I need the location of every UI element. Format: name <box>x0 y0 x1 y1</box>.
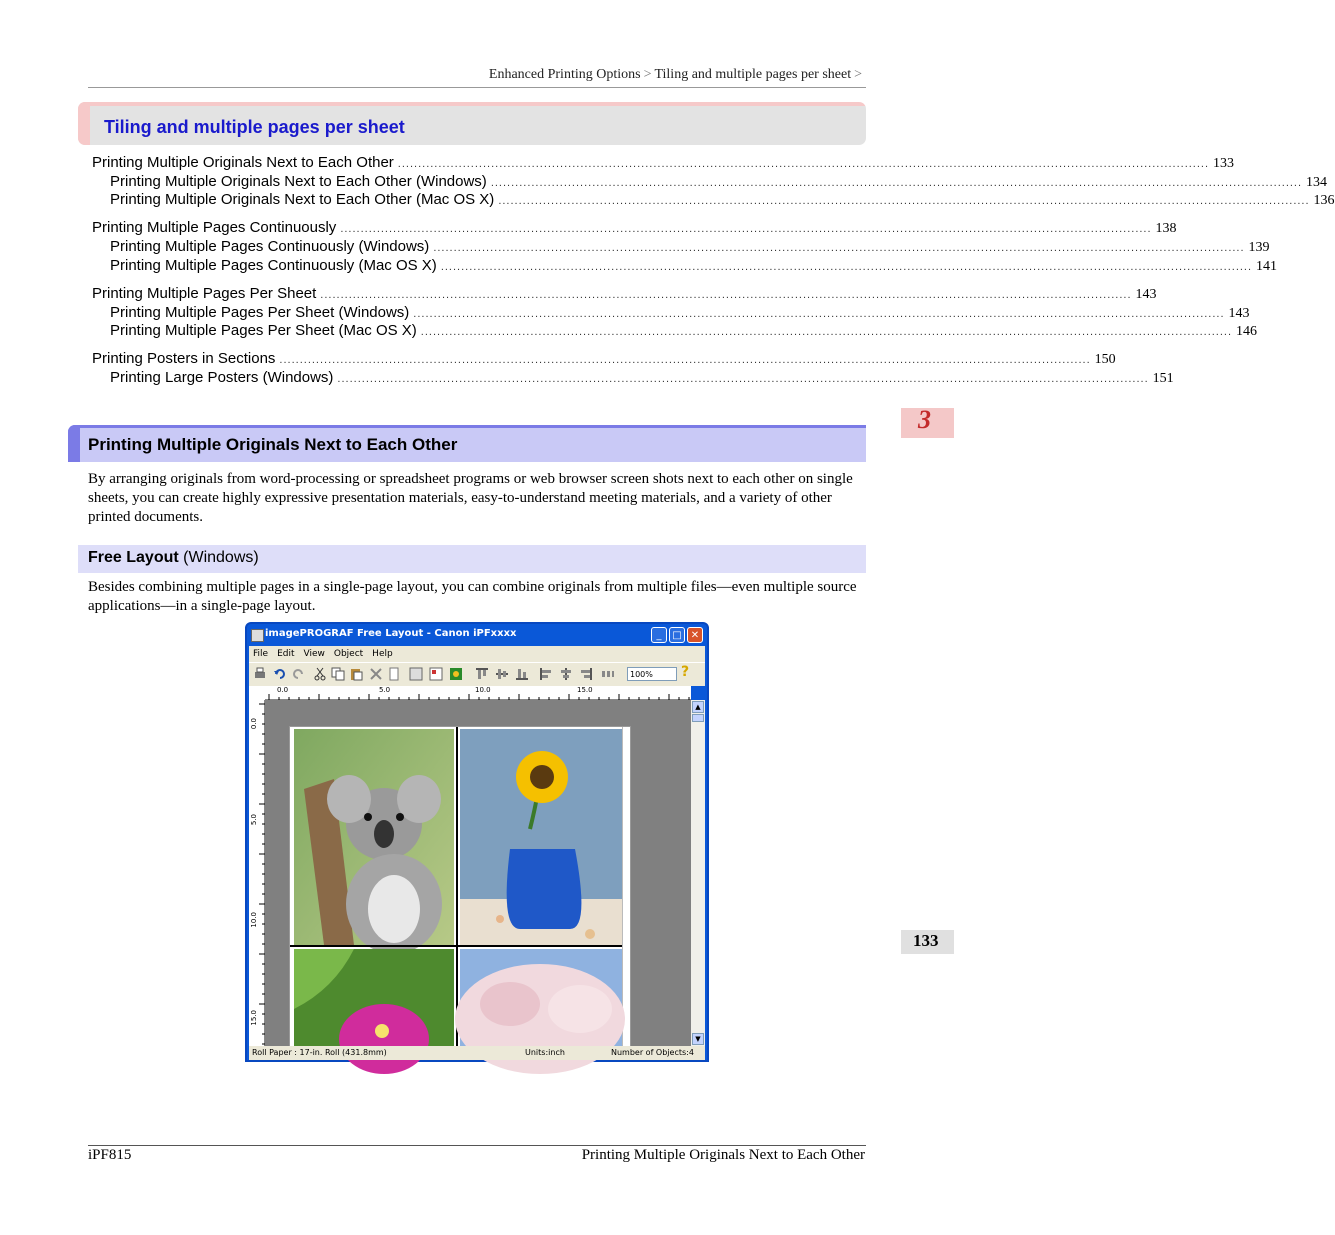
status-units: Units:inch <box>525 1048 565 1057</box>
toc-entry-page: 139 <box>1248 240 1270 255</box>
toc-title: Tiling and multiple pages per sheet <box>104 117 405 137</box>
status-bar <box>249 1046 705 1060</box>
intro-paragraph: By arranging originals from word-processing or spreadsheet programs or web browser screen shots next to each other on single sheets, you can create highly expressive presentation materials, easy-to-understand meeting materials, and a variety of other printed documents. <box>88 471 853 525</box>
toc-entry[interactable] <box>92 350 1116 369</box>
toc-entry-title: Printing Multiple Pages Continuously (Mac OS X) <box>110 257 437 274</box>
toc-entry-title: Printing Multiple Pages Per Sheet (Windows) <box>110 304 410 321</box>
toc-leader-dots: ........................................................................................................................................................................................................ <box>337 373 1149 385</box>
copy-icon[interactable] <box>331 667 345 681</box>
align-right-icon[interactable] <box>579 667 593 681</box>
toc-entry-title: Printing Multiple Originals Next to Each Other (Mac OS X) <box>110 191 495 208</box>
toc-entry-page: 143 <box>1135 287 1157 302</box>
menu-bar <box>249 646 705 662</box>
paste-icon[interactable] <box>349 667 363 681</box>
scroll-down-icon[interactable]: ▼ <box>692 1033 704 1045</box>
breadcrumb-separator: > <box>643 67 652 82</box>
toc-entry-page: 133 <box>1213 156 1235 171</box>
align-top-icon[interactable] <box>475 667 489 681</box>
footer-divider <box>88 1145 866 1146</box>
toc-leader-dots: ........................................................................................................................................................................................................ <box>340 223 1152 235</box>
toc-entry[interactable] <box>110 369 1174 388</box>
toc-entry[interactable] <box>110 191 1335 210</box>
toc-entry-page: 146 <box>1236 324 1258 339</box>
zoom-select[interactable]: 100% <box>627 667 677 681</box>
horizontal-ruler <box>265 686 691 700</box>
subsection-title-bold: Free Layout <box>88 549 179 566</box>
ruler-label: 0.0 <box>250 718 258 730</box>
paper-sheet <box>289 726 631 1058</box>
cut-icon[interactable] <box>313 667 327 681</box>
status-paper: Roll Paper : 17-in. Roll (431.8mm) <box>252 1048 387 1057</box>
align-left-icon[interactable] <box>539 667 553 681</box>
align-middle-icon[interactable] <box>495 667 509 681</box>
toc-entry-title: Printing Multiple Pages Per Sheet (Mac OS X) <box>110 322 417 339</box>
layout-icon[interactable] <box>429 667 443 681</box>
toc-entry-title: Printing Multiple Pages Per Sheet <box>92 285 317 302</box>
ruler-label: 5.0 <box>250 814 258 826</box>
toc-list <box>0 154 1335 394</box>
ruler-label: 10.0 <box>475 686 491 694</box>
toc-leader-dots: ........................................................................................................................................................................................................ <box>413 308 1225 320</box>
scroll-thumb[interactable] <box>692 714 704 722</box>
footer-section-title: Printing Multiple Originals Next to Each Other <box>581 1147 865 1163</box>
image-icon[interactable] <box>449 667 463 681</box>
vertical-scrollbar[interactable] <box>691 700 705 1046</box>
cherry-blossom-photo[interactable] <box>460 949 622 1059</box>
breadcrumb <box>489 67 865 83</box>
section-title: Printing Multiple Originals Next to Each Other <box>88 435 458 454</box>
status-object-count: Number of Objects:4 <box>611 1048 694 1057</box>
page-number: 133 <box>913 931 939 950</box>
toc-leader-dots: ........................................................................................................................................................................................................ <box>397 158 1210 170</box>
toc-entry[interactable] <box>92 219 1177 238</box>
toc-entry[interactable] <box>92 154 1235 173</box>
toc-leader-dots: ........................................................................................................................................................................................................ <box>279 354 1091 366</box>
help-icon[interactable]: ? <box>681 664 690 680</box>
free-layout-window-screenshot <box>245 622 709 1062</box>
breadcrumb-item[interactable]: Enhanced Printing Options <box>488 67 641 82</box>
ruler-corner <box>249 686 265 700</box>
menu-object[interactable]: Object <box>333 649 364 659</box>
toc-entry-title: Printing Multiple Originals Next to Each Other (Windows) <box>110 173 487 190</box>
page-icon[interactable] <box>387 667 401 681</box>
subsection-title-rest: (Windows) <box>178 549 259 566</box>
arrange-icon[interactable] <box>409 667 423 681</box>
toc-leader-dots: ........................................................................................................................................................................................................ <box>440 261 1253 273</box>
toc-entry-page: 134 <box>1306 175 1328 190</box>
layout-canvas[interactable] <box>265 700 691 1046</box>
toc-entry-page: 138 <box>1155 221 1177 236</box>
toc-entry[interactable] <box>110 257 1278 276</box>
breadcrumb-item[interactable]: Tiling and multiple pages per sheet <box>654 67 852 82</box>
toc-leader-dots: ........................................................................................................................................................................................................ <box>490 177 1303 189</box>
close-icon[interactable]: ✕ <box>687 627 703 643</box>
bougainvillea-photo[interactable] <box>294 949 454 1059</box>
toc-entry-page: 141 <box>1256 259 1278 274</box>
toc-leader-dots: ........................................................................................................................................................................................................ <box>498 195 1310 207</box>
menu-help[interactable]: Help <box>372 649 393 659</box>
koala-photo[interactable] <box>294 729 454 945</box>
menu-view[interactable]: View <box>303 649 325 659</box>
menu-file[interactable]: File <box>253 649 269 659</box>
toc-entry-title: Printing Large Posters (Windows) <box>110 369 334 386</box>
toc-entry[interactable] <box>92 285 1157 304</box>
toc-leader-dots: ........................................................................................................................................................................................................ <box>420 326 1233 338</box>
header-divider <box>88 87 866 88</box>
vertical-ruler <box>249 700 265 1046</box>
grid-divider-horizontal <box>290 945 622 947</box>
toc-entry-title: Printing Multiple Pages Continuously <box>92 219 337 236</box>
window-title: imagePROGRAF Free Layout - Canon iPFxxxx <box>265 628 517 639</box>
toc-entry[interactable] <box>110 322 1258 341</box>
app-icon <box>251 629 264 642</box>
align-center-icon[interactable] <box>559 667 573 681</box>
undo-icon[interactable] <box>273 667 287 681</box>
toc-leader-dots: ........................................................................................................................................................................................................ <box>320 289 1132 301</box>
scroll-up-icon[interactable]: ▲ <box>692 701 704 713</box>
footer-model: iPF815 <box>88 1147 132 1163</box>
toc-entry-page: 150 <box>1094 352 1116 367</box>
ruler-label: 10.0 <box>250 912 258 928</box>
toc-entry-title: Printing Multiple Originals Next to Each Other <box>92 154 394 171</box>
distribute-icon[interactable] <box>601 667 615 681</box>
toc-entry-title: Printing Multiple Pages Continuously (Windows) <box>110 238 430 255</box>
toc-leader-dots: ........................................................................................................................................................................................................ <box>433 242 1245 254</box>
subsection-paragraph: Besides combining multiple pages in a single-page layout, you can combine originals from multiple files—even multiple source applications—in a single-page layout. <box>88 579 857 614</box>
toolbar <box>249 662 705 686</box>
align-bottom-icon[interactable] <box>515 667 529 681</box>
ruler-label: 15.0 <box>577 686 593 694</box>
ruler-label: 0.0 <box>277 686 289 694</box>
delete-icon[interactable] <box>369 667 383 681</box>
toc-entry-title: Printing Posters in Sections <box>92 350 276 367</box>
toc-entry-page: 136 <box>1313 193 1335 208</box>
toc-entry-page: 143 <box>1228 306 1250 321</box>
toc-entry[interactable] <box>110 173 1328 192</box>
ruler-label: 15.0 <box>250 1010 258 1026</box>
toc-entry-page: 151 <box>1152 371 1174 386</box>
minimize-icon[interactable]: _ <box>651 627 667 643</box>
toc-entry[interactable] <box>110 304 1250 323</box>
menu-edit[interactable]: Edit <box>277 649 295 659</box>
chapter-number: 3 <box>918 405 931 434</box>
toc-entry[interactable] <box>110 238 1270 257</box>
print-icon[interactable] <box>253 667 267 681</box>
subsection-title <box>88 549 259 567</box>
maximize-icon[interactable]: □ <box>669 627 685 643</box>
breadcrumb-separator: > <box>854 67 862 82</box>
redo-icon[interactable] <box>291 667 305 681</box>
ruler-label: 5.0 <box>379 686 391 694</box>
sunflower-vase-photo[interactable] <box>460 729 622 945</box>
